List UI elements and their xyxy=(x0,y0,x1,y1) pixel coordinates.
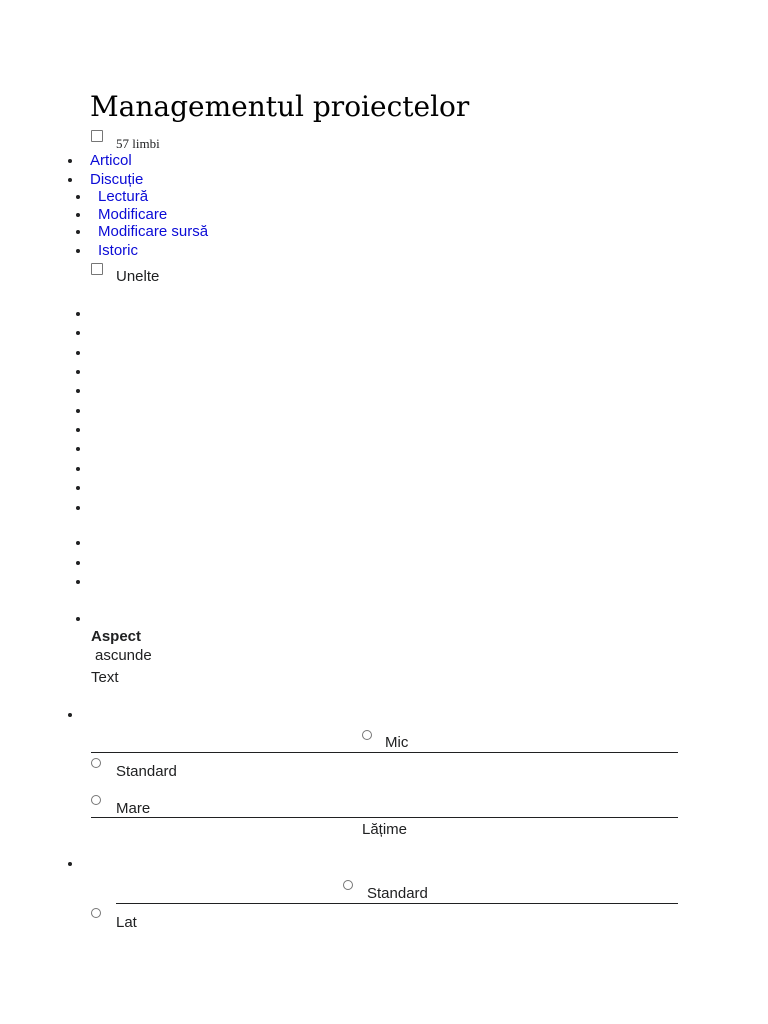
list-bullet xyxy=(68,713,72,717)
list-bullet xyxy=(76,467,80,471)
list-bullet xyxy=(76,195,80,199)
list-bullet xyxy=(68,159,72,163)
text-size-large-radio[interactable] xyxy=(91,795,101,805)
divider xyxy=(91,817,678,818)
text-size-label: Text xyxy=(91,669,119,686)
list-bullet xyxy=(76,389,80,393)
width-wide-label: Lat xyxy=(116,914,137,931)
appearance-heading: Aspect xyxy=(91,628,142,645)
list-bullet xyxy=(68,862,72,866)
languages-checkbox[interactable] xyxy=(91,130,103,142)
list-bullet xyxy=(76,617,80,621)
list-bullet xyxy=(76,506,80,510)
tab-edit-source[interactable]: Modificare sursă xyxy=(98,223,209,240)
list-bullet xyxy=(76,312,80,316)
text-size-small-radio[interactable] xyxy=(362,730,372,740)
text-size-large-label: Mare xyxy=(116,800,151,817)
page-title: Managementul proiectelor xyxy=(90,90,470,123)
list-bullet xyxy=(76,561,80,565)
divider xyxy=(116,903,678,904)
tab-history[interactable]: Istoric xyxy=(98,242,139,259)
list-bullet xyxy=(76,331,80,335)
text-size-standard-radio[interactable] xyxy=(91,758,101,768)
tab-talk[interactable]: Discuție xyxy=(90,171,144,188)
width-standard-label: Standard xyxy=(367,885,428,902)
list-bullet xyxy=(76,580,80,584)
languages-button[interactable]: 57 limbi xyxy=(116,136,160,151)
list-bullet xyxy=(76,541,80,545)
appearance-hide-button[interactable]: ascunde xyxy=(95,647,152,664)
width-wide-radio[interactable] xyxy=(91,908,101,918)
tab-edit[interactable]: Modificare xyxy=(98,206,168,223)
list-bullet xyxy=(76,409,80,413)
list-bullet xyxy=(68,178,72,182)
width-label: Lățime xyxy=(362,821,408,838)
list-bullet xyxy=(76,249,80,253)
list-bullet xyxy=(76,447,80,451)
list-bullet xyxy=(76,486,80,490)
tab-read[interactable]: Lectură xyxy=(98,188,149,205)
tab-article[interactable]: Articol xyxy=(90,152,132,169)
list-bullet xyxy=(76,351,80,355)
divider xyxy=(91,752,678,753)
tools-checkbox[interactable] xyxy=(91,263,103,275)
tools-button[interactable]: Unelte xyxy=(116,268,160,285)
text-size-small-label: Mic xyxy=(385,734,409,751)
width-standard-radio[interactable] xyxy=(343,880,353,890)
list-bullet xyxy=(76,213,80,217)
list-bullet xyxy=(76,370,80,374)
text-size-standard-label: Standard xyxy=(116,763,177,780)
list-bullet xyxy=(76,230,80,234)
list-bullet xyxy=(76,428,80,432)
